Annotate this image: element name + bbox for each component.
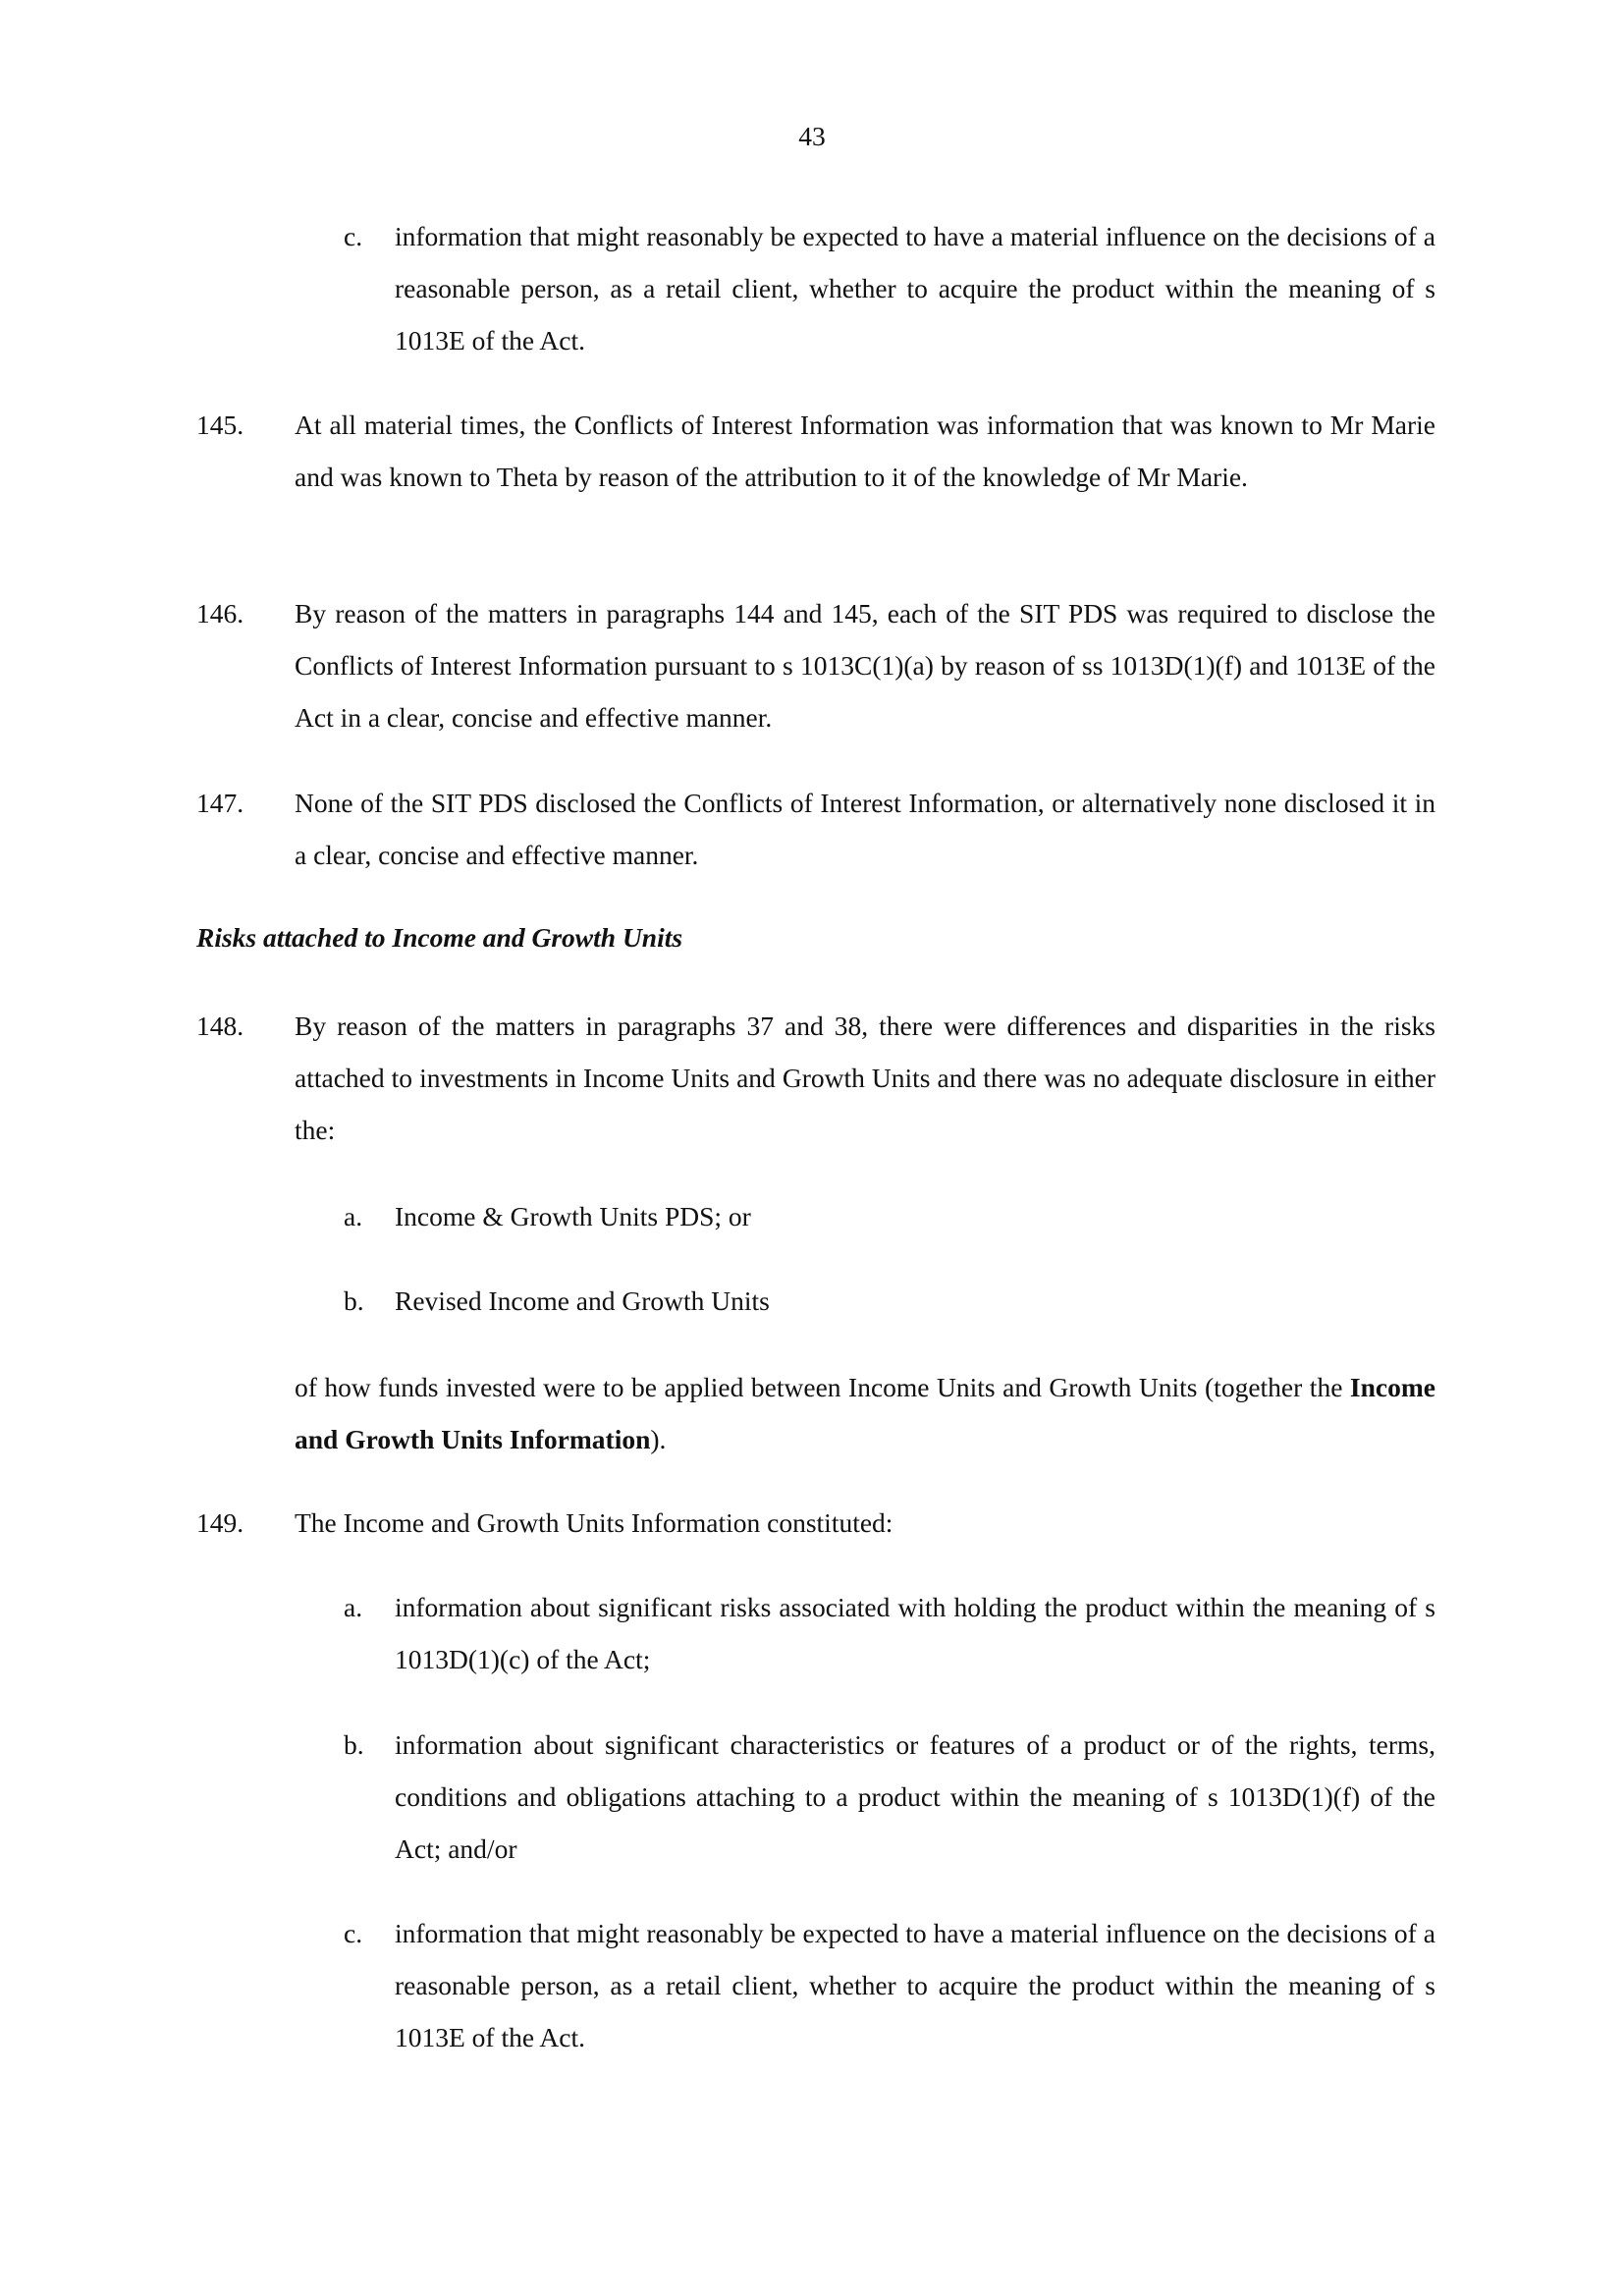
paragraph-text: The Income and Growth Units Information constituted: <box>295 1507 893 1538</box>
list-item-text: information that might reasonably be expected to have a material influence on the decisions of a reasonable person, as a retail client, whether to acquire the product within the meaning of s 1013E of the Act. <box>395 221 1435 355</box>
list-item-text: Income & Growth Units PDS; or <box>395 1201 751 1231</box>
list-item-text: information that might reasonably be expected to have a material influence on the decisions of a reasonable person, as a retail client, whether to acquire the product within the meaning of s 1013E of the Act. <box>395 1918 1435 2052</box>
page-number: 43 <box>798 121 826 151</box>
paragraph-text: None of the SIT PDS disclosed the Conflicts of Interest Information, or alternatively none disclosed it in a clear, concise and effective manner. <box>295 788 1435 870</box>
list-item-letter: c. <box>344 221 363 251</box>
paragraph-number: 145. <box>196 410 244 440</box>
defined-term: Income and Growth Units Information <box>295 1372 1435 1454</box>
list-item-text: information about significant risks associated with holding the product within the meaning of s 1013D(1)(c) of the Act; <box>395 1592 1435 1674</box>
paragraph-148-continuation <box>295 1361 1435 1465</box>
list-item-letter: a. <box>344 1201 363 1231</box>
list-item-text: Revised Income and Growth Units <box>395 1285 770 1316</box>
continuation-text: of how funds invested were to be applied between Income Units and Growth Units (together the <box>295 1372 1350 1402</box>
paragraph-text: At all material times, the Conflicts of Interest Information was information that was known to Mr Marie and was known to Theta by reason of the attribution to it of the knowledge of Mr Marie. <box>295 410 1435 492</box>
list-item-letter: b. <box>344 1729 364 1760</box>
paragraph-number: 148. <box>196 1011 244 1041</box>
section-heading: Risks attached to Income and Growth Units <box>196 922 683 953</box>
list-item-letter: c. <box>344 1918 363 1948</box>
list-item-letter: b. <box>344 1285 364 1316</box>
paragraph-number: 147. <box>196 788 244 818</box>
continuation-end: ). <box>650 1424 667 1454</box>
paragraph-text: By reason of the matters in paragraphs 37 and 38, there were differences and disparities in the risks attached to investments in Income Units and Growth Units and there was no adequate disclosure in either the: <box>295 1011 1435 1145</box>
list-item-text: information about significant characteristics or features of a product or of the rights, terms, conditions and obligations attaching to a product within the meaning of s 1013D(1)(f) of the Act; and/or <box>395 1729 1435 1864</box>
paragraph-number: 146. <box>196 598 244 629</box>
paragraph-number: 149. <box>196 1507 244 1538</box>
paragraph-text: By reason of the matters in paragraphs 144 and 145, each of the SIT PDS was required to disclose the Conflicts of Interest Information pursuant to s 1013C(1)(a) by reason of ss 1013D(1)(f) and 1013E of the Act in a clear, concise and effective manner. <box>295 598 1435 733</box>
list-item-letter: a. <box>344 1592 363 1622</box>
